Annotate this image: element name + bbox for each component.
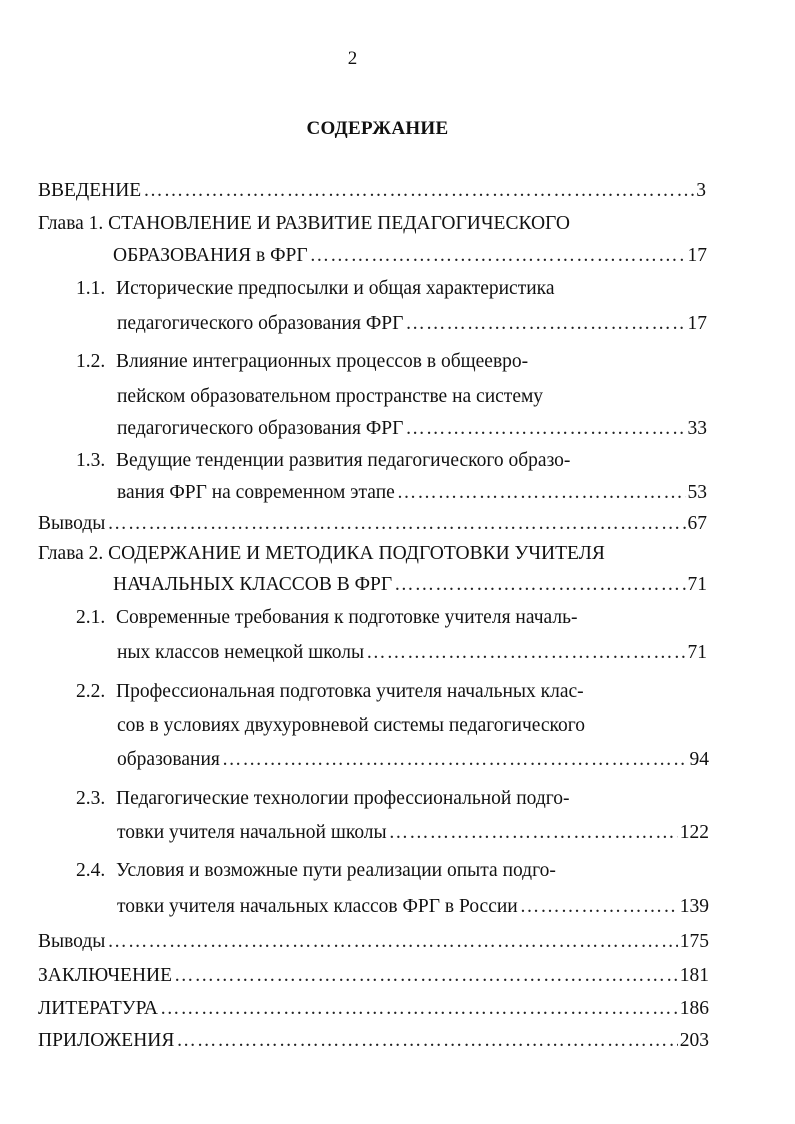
toc-label: ЗАКЛЮЧЕНИЕ <box>38 965 173 986</box>
toc-label: Глава 1. СТАНОВЛЕНИЕ И РАЗВИТИЕ ПЕДАГОГИЧЕСКОГО <box>38 213 570 234</box>
toc-label: Глава 2. СОДЕРЖАНИЕ И МЕТОДИКА ПОДГОТОВКИ УЧИТЕЛЯ <box>38 543 605 564</box>
dot-leader <box>160 996 678 1022</box>
toc-page: 94 <box>689 749 709 770</box>
toc-section-2-3-cont[interactable] <box>117 820 709 846</box>
toc-label: ВВЕДЕНИЕ <box>38 180 142 201</box>
toc-section-2-4[interactable] <box>76 858 556 884</box>
toc-page: 67 <box>687 513 707 534</box>
toc-label: сов в условиях двухуровневой системы педагогического <box>117 715 586 736</box>
toc-chapter-2-title-cont[interactable] <box>113 572 707 598</box>
toc-section-1-2-cont[interactable] <box>117 384 543 410</box>
toc-page: 139 <box>679 896 709 917</box>
toc-page: 71 <box>687 642 707 663</box>
toc-label: вания ФРГ на современном этапе <box>117 482 395 503</box>
toc-label: ных классов немецкой школы <box>117 642 365 663</box>
toc-section-2-2[interactable] <box>76 679 584 705</box>
toc-section-1-2-cont-2[interactable] <box>117 416 707 442</box>
toc-entry-conclusion[interactable] <box>38 963 709 989</box>
dot-leader <box>405 416 685 442</box>
toc-page: 175 <box>679 931 709 952</box>
toc-section-2-2-cont[interactable] <box>117 713 585 739</box>
toc-label: НАЧАЛЬНЫХ КЛАССОВ В ФРГ <box>113 574 393 595</box>
toc-entry-literature[interactable] <box>38 996 709 1022</box>
dot-leader <box>520 894 678 920</box>
dot-leader <box>389 820 678 846</box>
dot-leader <box>366 640 685 666</box>
toc-section-2-1[interactable] <box>76 605 577 631</box>
section-number: 2.1. <box>76 607 106 628</box>
toc-page: 17 <box>687 245 707 266</box>
toc-label: Влияние интеграционных процессов в общеевро- <box>116 351 529 372</box>
toc-page: 181 <box>679 965 709 986</box>
toc-entry-intro[interactable] <box>38 178 706 204</box>
toc-label: товки учителя начальных классов ФРГ в России <box>117 896 518 917</box>
toc-page: 71 <box>687 574 707 595</box>
dot-leader <box>176 1028 677 1054</box>
toc-label: Профессиональная подготовка учителя начальных клас- <box>116 681 584 702</box>
toc-label: Ведущие тенденции развития педагогического образо- <box>116 450 571 471</box>
section-number: 2.2. <box>76 681 106 702</box>
toc-label: педагогического образования ФРГ <box>117 313 404 334</box>
toc-page: 53 <box>687 482 707 503</box>
toc-label: Условия и возможные пути реализации опыта подго- <box>116 860 556 881</box>
toc-page: 33 <box>687 418 707 439</box>
dot-leader <box>310 243 686 269</box>
toc-section-2-2-cont-2[interactable] <box>117 747 709 773</box>
toc-label: педагогического образования ФРГ <box>117 418 404 439</box>
toc-label: ЛИТЕРАТУРА <box>38 998 158 1019</box>
toc-entry-appendices[interactable] <box>38 1028 709 1054</box>
page-number: 2 <box>347 48 358 69</box>
toc-label: Выводы <box>38 513 106 534</box>
dot-leader <box>174 963 678 989</box>
dot-leader <box>107 929 677 955</box>
toc-label: пейском образовательном пространстве на систему <box>117 386 544 407</box>
section-number: 1.1. <box>76 278 106 299</box>
dot-leader <box>397 480 686 506</box>
toc-label: Исторические предпосылки и общая характеристика <box>116 278 555 299</box>
section-number: 2.4. <box>76 860 106 881</box>
toc-label: ПРИЛОЖЕНИЯ <box>38 1030 175 1051</box>
toc-page: 122 <box>679 822 709 843</box>
toc-section-2-3[interactable] <box>76 786 570 812</box>
toc-label: образования <box>117 749 220 770</box>
toc-entry-conclusions-1[interactable] <box>38 511 707 537</box>
toc-chapter-2-title[interactable] <box>38 541 605 567</box>
toc-section-1-3[interactable] <box>76 448 570 474</box>
toc-section-2-4-cont[interactable] <box>117 894 709 920</box>
dot-leader <box>107 511 685 537</box>
toc-label: Выводы <box>38 931 106 952</box>
toc-page: 203 <box>679 1030 709 1051</box>
toc-page: 3 <box>696 180 706 201</box>
toc-section-1-1-cont[interactable] <box>117 311 707 337</box>
toc-label: ОБРАЗОВАНИЯ в ФРГ <box>113 245 308 266</box>
toc-entry-conclusions-2[interactable] <box>38 929 709 955</box>
toc-label: Педагогические технологии профессиональной подго- <box>116 788 570 809</box>
section-number: 1.3. <box>76 450 106 471</box>
dot-leader <box>143 178 694 204</box>
page-title: СОДЕРЖАНИЕ <box>306 118 449 139</box>
toc-chapter-1-title-cont[interactable] <box>113 243 707 269</box>
toc-page: 186 <box>679 998 709 1019</box>
toc-label: Современные требования к подготовке учителя началь- <box>116 607 578 628</box>
section-number: 1.2. <box>76 351 106 372</box>
toc-section-1-1[interactable] <box>76 276 555 302</box>
toc-section-2-1-cont[interactable] <box>117 640 707 666</box>
toc-chapter-1-title[interactable] <box>38 211 570 237</box>
dot-leader <box>222 747 688 773</box>
dot-leader <box>394 572 685 598</box>
section-number: 2.3. <box>76 788 106 809</box>
dot-leader <box>405 311 685 337</box>
toc-section-1-2[interactable] <box>76 349 528 375</box>
toc-section-1-3-cont[interactable] <box>117 480 707 506</box>
toc-page: 17 <box>687 313 707 334</box>
toc-label: товки учителя начальной школы <box>117 822 387 843</box>
